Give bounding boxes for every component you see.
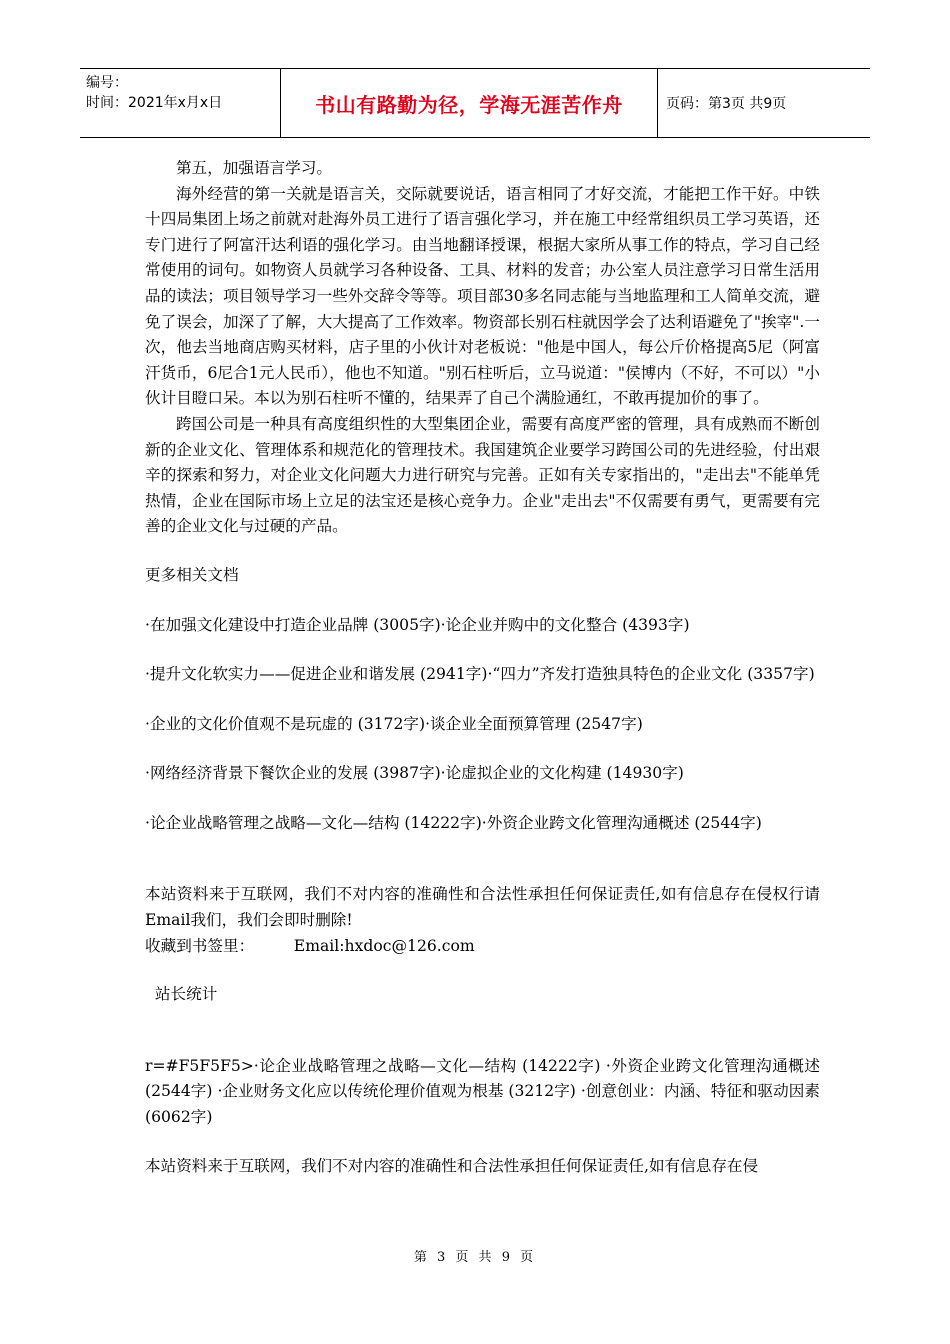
related-doc-link[interactable]: ·提升文化软实力——促进企业和谐发展 (2941字)·“四力”齐发打造独具特色的企业文化 (3357字) [145,665,815,684]
site-stats-link[interactable]: 站长统计 [145,985,218,1004]
related-doc-link[interactable]: ·论企业战略管理之战略—文化—结构 (14222字)·外资企业跨文化管理沟通概述 (2544字) [145,813,762,832]
bookmark-email-line[interactable]: 收藏到书签里： Email:hxdoc@126.com [145,936,475,955]
related-doc-link[interactable]: ·网络经济背景下餐饮企业的发展 (3987字)·论虚拟企业的文化构建 (14930字) [145,764,684,783]
more-docs-heading: 更多相关文档 [145,565,239,584]
paragraph-multinational: 跨国公司是一种具有高度组织性的大型集团企业，需要有高度严密的管理，具有成熟而不断创新的企业文化、管理体系和规范化的管理技术。我国建筑企业要学习跨国公司的先进经验，付出艰辛的探索和努力，对企业文化问题大力进行研究与完善。正如有关专家指出的，"走出去"不能单凭热情，企业在国际市场上立足的法宝还是核心竞争力。企业"走出去"不仅需要有勇气，更需要有完善的企业文化与过硬的产品。 [145,414,820,536]
disclaimer-text-repeat: 本站资料来于互联网，我们不对内容的准确性和合法性承担任何保证责任,如有信息存在侵 [145,1156,759,1175]
document-body [145,156,820,1179]
related-doc-link[interactable]: ·在加强文化建设中打造企业品牌 (3005字)·论企业并购中的文化整合 (4393字) [145,615,690,634]
header-meta [80,69,281,137]
page-header [80,68,870,138]
page-footer: 第 3 页 共 9 页 [413,1250,537,1265]
disclaimer-text: 本站资料来于互联网，我们不对内容的准确性和合法性承担任何保证责任,如有信息存在侵权行请Email我们，我们会即时删除! [145,885,820,930]
related-doc-link[interactable]: ·企业的文化价值观不是玩虚的 (3172字)·谈企业全面预算管理 (2547字) [145,714,643,733]
document-number-label: 编号： [86,75,128,91]
document-date: 时间：2021年x月x日 [86,95,223,111]
more-related-links[interactable]: r=#F5F5F5>·论企业战略管理之战略—文化—结构 (14222字) ·外资企业跨文化管理沟通概述 (2544字) ·企业财务文化应以传统伦理价值观为根基 (3212字) ·创意创业：内涵、特征和驱动因素 (6062字) [145,1056,820,1127]
header-motto: 书山有路勤为径，学海无涯苦作舟 [281,69,658,137]
paragraph-heading: 第五，加强语言学习。 [176,159,332,177]
paragraph-language-learning: 海外经营的第一关就是语言关，交际就要说话，语言相同了才好交流，才能把工作干好。中铁十四局集团上场之前就对赴海外员工进行了语言强化学习，并在施工中经常组织员工学习英语，还专门进行了阿富汗达利语的强化学习。由当地翻译授课，根据大家所从事工作的特点，学习自己经常使用的词句。如物资人员就学习各种设备、工具、材料的发音；办公室人员注意学习日常生活用品的读法；项目领导学习一些外交辞令等等。项目部30多名同志能与当地监理和工人简单交流，避免了误会，加深了了解，大大提高了工作效率。物资部长别石柱就因学会了达利语避免了"挨宰".一次，他去当地商店购买材料，店子里的小伙计对老板说："他是中国人，每公斤价格提高5尼（阿富汗货币，6尼合1元人民币），他也不知道。"别石柱听后，立马说道："侯博内（不好，不可以）"小伙计目瞪口呆。本以为别石柱听不懂的，结果弄了自己个满脸通红，不敢再提加价的事了。 [145,184,820,408]
header-page-info: 页码：第3页 共9页 [666,96,787,112]
